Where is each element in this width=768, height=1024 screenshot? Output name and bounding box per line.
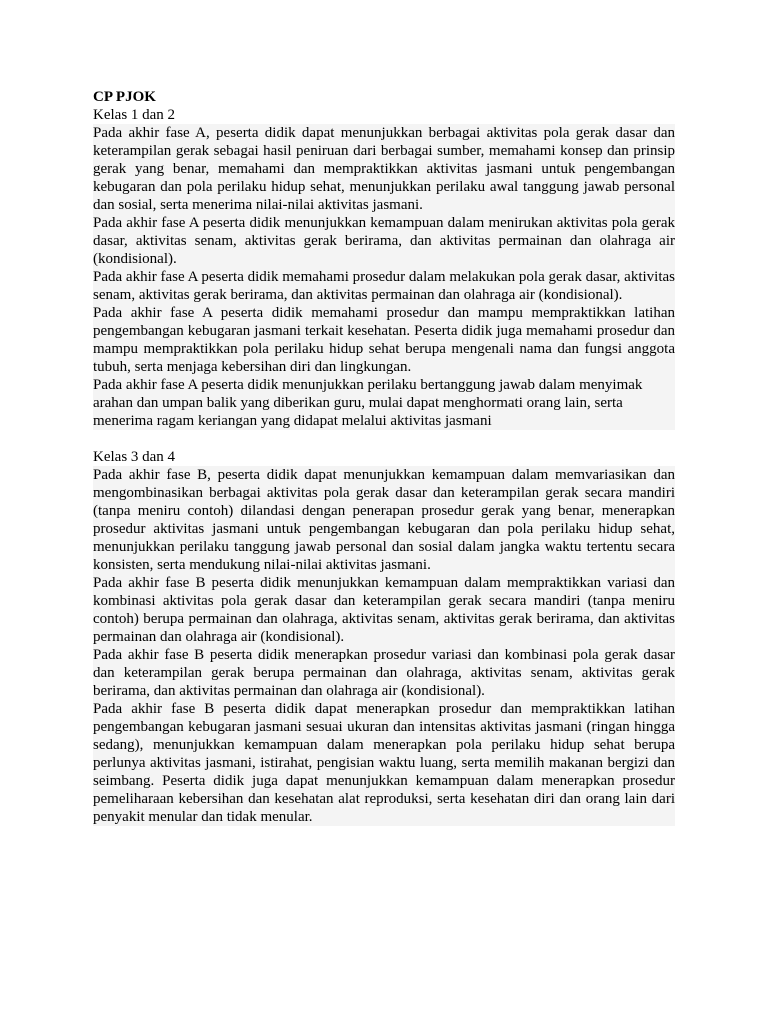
paragraph: Pada akhir fase B peserta didik menunjukkan kemampuan dalam mempraktikkan variasi dan kombinasi aktivitas pola gerak dasar dan keterampilan gerak secara mandiri (tanpa meniru contoh) berupa permainan dan olahraga, aktivitas senam, aktivitas gerak berirama, dan aktivitas permainan dan olahraga air (kondisional). [93, 575, 675, 645]
paragraph: Pada akhir fase B peserta didik dapat menerapkan prosedur dan mempraktikkan latihan pengembangan kebugaran jasmani sesuai ukuran dan intensitas aktivitas jasmani (ringan hingga sedang), menunjukkan kemampuan dalam menerapkan pola perilaku hidup sehat berupa perlunya aktivitas jasmani, istirahat, pengisian waktu luang, serta memilih makanan bergizi dan seimbang. Peserta didik juga dapat menunjukkan kemampuan dalam menerapkan prosedur pemeliharaan kebersihan dan kesehatan alat reproduksi, serta kesehatan diri dan orang lain dari penyakit menular dan tidak menular. [93, 701, 675, 825]
document-page [93, 88, 675, 826]
paragraph: Pada akhir fase A peserta didik memahami prosedur dan mampu mempraktikkan latihan pengembangan kebugaran jasmani terkait kesehatan. Peserta didik juga memahami prosedur dan mampu mempraktikkan pola perilaku hidup sehat berupa mengenali nama dan fungsi anggota tubuh, serta menjaga kebersihan diri dan lingkungan. [93, 305, 675, 375]
section-kelas-3-4 [93, 448, 675, 826]
paragraph: Pada akhir fase A peserta didik memahami prosedur dalam melakukan pola gerak dasar, aktivitas senam, aktivitas gerak berirama, dan aktivitas permainan dan olahraga air (kondisional). [93, 269, 675, 303]
paragraph: Pada akhir fase A peserta didik menunjukkan perilaku bertanggung jawab dalam menyimak arahan dan umpan balik yang diberikan guru, mulai dapat menghormati orang lain, serta menerima ragam keriangan yang didapat melalui aktivitas jasmani [93, 376, 675, 430]
paragraph: Pada akhir fase B peserta didik menerapkan prosedur variasi dan kombinasi pola gerak dasar dan keterampilan gerak berupa permainan dan olahraga, aktivitas senam, aktivitas gerak berirama, dan aktivitas permainan dan olahraga air (kondisional). [93, 647, 675, 699]
paragraph: Pada akhir fase A, peserta didik dapat menunjukkan berbagai aktivitas pola gerak dasar dan keterampilan gerak sebagai hasil peniruan dari berbagai sumber, memahami konsep dan prinsip gerak yang benar, memahami dan mempraktikkan aktivitas jasmani untuk pengembangan kebugaran dan pola perilaku hidup sehat, menunjukkan perilaku awal tanggung jawab personal dan sosial, serta menerima nilai-nilai aktivitas jasmani. [93, 125, 675, 213]
document-title: CP PJOK [93, 89, 156, 105]
section-heading: Kelas 1 dan 2 [93, 107, 176, 123]
section-kelas-1-2 [93, 106, 675, 430]
section-spacer [93, 430, 675, 448]
paragraph: Pada akhir fase B, peserta didik dapat menunjukkan kemampuan dalam memvariasikan dan mengombinasikan berbagai aktivitas pola gerak dasar dan keterampilan gerak secara mandiri (tanpa meniru contoh) dilandasi dengan penerapan prosedur gerak yang benar, menerapkan prosedur aktivitas jasmani untuk pengembangan kebugaran dan pola perilaku hidup sehat, menunjukkan perilaku tanggung jawab personal dan sosial dalam jangka waktu tertentu secara konsisten, serta mendukung nilai-nilai aktivitas jasmani. [93, 467, 675, 573]
paragraph: Pada akhir fase A peserta didik menunjukkan kemampuan dalam menirukan aktivitas pola gerak dasar, aktivitas senam, aktivitas gerak berirama, dan aktivitas permainan dan olahraga air (kondisional). [93, 215, 675, 267]
section-heading: Kelas 3 dan 4 [93, 449, 176, 465]
